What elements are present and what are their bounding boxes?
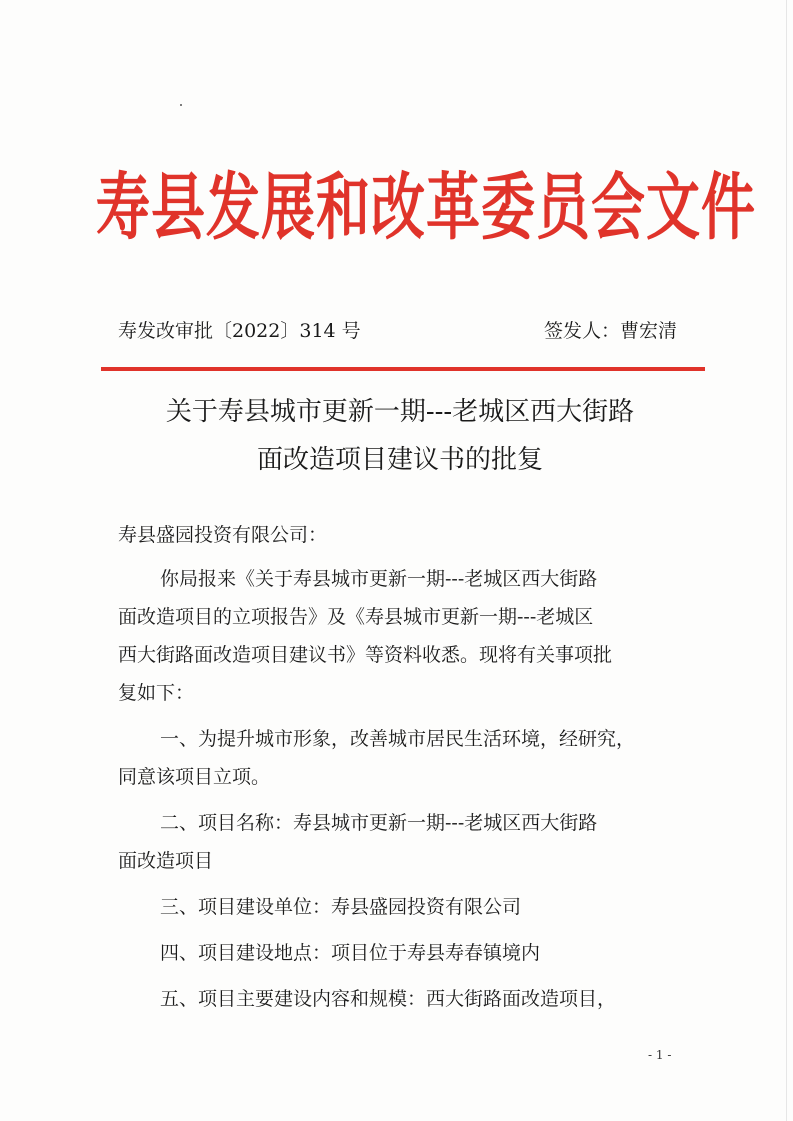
paragraph-3 bbox=[118, 804, 688, 880]
paragraph-4-line: 三、项目建设单位：寿县盛园投资有限公司 bbox=[160, 896, 522, 918]
scan-edge bbox=[786, 0, 787, 1121]
paragraph-2 bbox=[118, 720, 688, 796]
paragraph-2-line: 一、为提升城市形象，改善城市居民生活环境，经研究， bbox=[160, 728, 636, 750]
paragraph-3-line: 面改造项目 bbox=[118, 850, 214, 872]
paragraph-6 bbox=[118, 980, 688, 1018]
document-subject bbox=[90, 388, 710, 484]
signer: 签发人：曹宏清 bbox=[543, 320, 677, 342]
paragraph-4 bbox=[118, 888, 688, 926]
subject-line-2: 面改造项目建议书的批复 bbox=[256, 445, 543, 475]
subject-line-1: 关于寿县城市更新一期---老城区西大街路 bbox=[165, 397, 635, 427]
paragraph-1-line: 面改造项目的立项报告》及《寿县城市更新一期---老城区 bbox=[118, 606, 594, 628]
paragraph-1-line: 你局报来《关于寿县城市更新一期---老城区西大街路 bbox=[160, 568, 598, 590]
paragraph-5-line: 四、项目建设地点：项目位于寿县寿春镇境内 bbox=[160, 942, 541, 964]
salutation: 寿县盛园投资有限公司： bbox=[118, 524, 328, 546]
paragraph-5 bbox=[118, 934, 688, 972]
paragraph-1 bbox=[118, 560, 688, 712]
scan-speck bbox=[180, 104, 182, 106]
red-divider bbox=[101, 367, 705, 371]
document-number: 寿发改审批〔2022〕314 号 bbox=[118, 320, 361, 342]
paragraph-3-line: 二、项目名称：寿县城市更新一期---老城区西大街路 bbox=[160, 812, 598, 834]
paragraph-1-line: 复如下： bbox=[118, 682, 195, 704]
paragraph-2-line: 同意该项目立项。 bbox=[118, 766, 271, 788]
document-body bbox=[118, 516, 688, 1018]
page-number: - 1 - bbox=[648, 1048, 672, 1062]
org-title: 寿县发展和改革委员会文件 bbox=[96, 164, 756, 250]
paragraph-1-line: 西大街路面改造项目建议书》等资料收悉。现将有关事项批 bbox=[118, 644, 613, 666]
paragraph-6-line: 五、项目主要建设内容和规模：西大街路面改造项目， bbox=[160, 988, 617, 1010]
